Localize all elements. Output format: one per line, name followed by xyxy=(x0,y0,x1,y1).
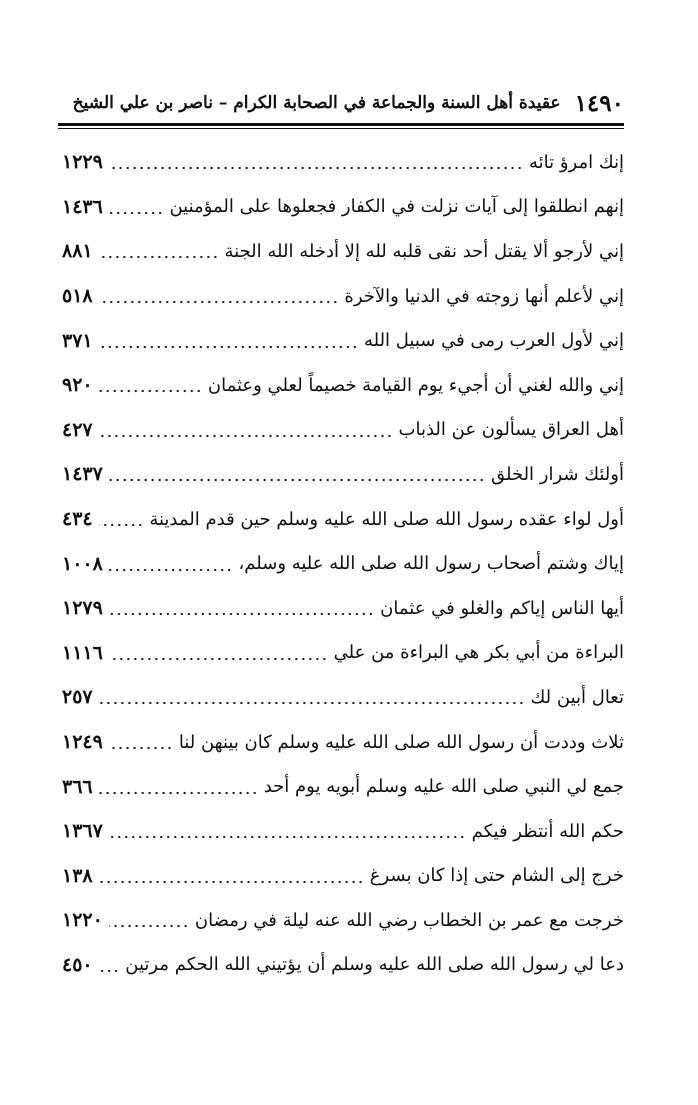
entry-page: ٩٢٠ xyxy=(62,374,93,397)
entry-text: حكم الله أنتظر فيكم xyxy=(471,820,624,842)
dot-leader xyxy=(99,300,339,304)
entry-text: أولئك شرار الخلق xyxy=(490,463,624,485)
index-entry xyxy=(62,809,624,854)
dot-leader xyxy=(109,568,233,572)
entry-text: أول لواء عقده رسول الله صلى الله عليه وسلم حين قدم المدينة xyxy=(149,508,624,530)
entry-text: خرجت مع عمر بن الخطاب رضي الله عنه ليلة في رمضان xyxy=(194,909,624,931)
entry-page: ١٣٨ xyxy=(62,864,93,887)
index-entry xyxy=(62,185,624,230)
dot-leader xyxy=(99,791,258,795)
entry-page: ٢٥٧ xyxy=(62,686,93,709)
book-title: عقيدة أهل السنة والجماعة في الصحابة الكرام – ناصر بن علي الشيخ xyxy=(72,93,561,113)
entry-text: أيها الناس إياكم والغلو في عثمان xyxy=(380,597,624,619)
page-number: ١٤٩٠ xyxy=(574,89,624,117)
index-list xyxy=(62,140,624,987)
dot-leader xyxy=(109,166,523,170)
entry-page: ٣٧١ xyxy=(62,329,93,352)
index-entry xyxy=(62,898,624,943)
header-rule-thin xyxy=(58,128,624,129)
entry-text: إياك وشتم أصحاب رسول الله صلى الله عليه وسلم، xyxy=(238,553,624,575)
index-entry xyxy=(62,720,624,765)
dot-leader xyxy=(109,612,374,616)
entry-page: ١٤٣٧ xyxy=(62,463,103,486)
entry-text: إنك امرؤ تائه xyxy=(528,151,624,173)
dot-leader xyxy=(109,211,164,215)
entry-page: ١٢٢٩ xyxy=(62,151,103,174)
dot-leader xyxy=(99,701,525,705)
entry-page: ٤٥٠ xyxy=(62,953,93,976)
entry-page: ١٢٢٠ xyxy=(62,909,103,932)
index-entry xyxy=(62,586,624,631)
index-entry xyxy=(62,363,624,408)
entry-text: تعال أبين لك xyxy=(530,686,624,708)
dot-leader xyxy=(109,924,189,928)
dot-leader xyxy=(109,746,173,750)
entry-page: ٤٣٤ xyxy=(62,508,93,531)
dot-leader xyxy=(99,434,393,438)
index-entry xyxy=(62,274,624,319)
entry-page: ٨٨١ xyxy=(62,240,93,263)
index-entry xyxy=(62,408,624,453)
entry-text: إني لأرجو ألا يقتل أحد نقى قلبه لله إلا أدخله الله الجنة xyxy=(224,240,624,262)
entry-page: ١٣٦٧ xyxy=(62,820,103,843)
entry-page: ١١١٦ xyxy=(62,641,103,664)
index-entry xyxy=(62,229,624,274)
entry-page: ١٢٤٩ xyxy=(62,731,103,754)
entry-text: إنهم انطلقوا إلى آيات نزلت في الكفار فجعلوها على المؤمنين xyxy=(169,196,624,218)
dot-leader xyxy=(99,389,202,393)
running-header xyxy=(58,88,624,118)
entry-text: خرج إلى الشام حتى إذا كان بسرغ xyxy=(369,865,624,887)
dot-leader xyxy=(99,969,120,973)
index-entry xyxy=(62,943,624,988)
entry-text: إني والله لغني أن أجيء يوم القيامة خصيماً لعلي وعثمان xyxy=(207,374,624,396)
entry-text: جمع لي النبي صلى الله عليه وسلم أبويه يوم أحد xyxy=(263,776,624,798)
index-entry xyxy=(62,318,624,363)
index-entry xyxy=(62,675,624,720)
entry-page: ١٤٣٦ xyxy=(62,195,103,218)
entry-text: دعا لي رسول الله صلى الله عليه وسلم أن يؤتيني الله الحكم مرتين xyxy=(125,954,624,976)
dot-leader xyxy=(109,478,485,482)
entry-text: إني لأعلم أنها زوجته في الدنيا والآخرة xyxy=(344,285,624,307)
entry-text: ثلاث وددت أن رسول الله صلى الله عليه وسلم كان بينهن لنا xyxy=(178,731,624,753)
entry-page: ١٠٠٨ xyxy=(62,552,103,575)
entry-text: أهل العراق يسألون عن الذباب xyxy=(398,419,624,441)
entry-page: ١٢٧٩ xyxy=(62,597,103,620)
entry-page: ٥١٨ xyxy=(62,285,93,308)
index-entry xyxy=(62,854,624,899)
index-entry xyxy=(62,764,624,809)
index-entry xyxy=(62,631,624,676)
index-entry xyxy=(62,140,624,185)
index-entry xyxy=(62,452,624,497)
dot-leader xyxy=(99,523,144,527)
dot-leader xyxy=(99,255,219,259)
dot-leader xyxy=(109,835,466,839)
header-rule-thick xyxy=(58,123,624,126)
entry-text: إني لأول العرب رمى في سبيل الله xyxy=(363,330,624,352)
entry-page: ٤٢٧ xyxy=(62,418,93,441)
dot-leader xyxy=(109,657,328,661)
entry-page: ٣٦٦ xyxy=(62,775,93,798)
dot-leader xyxy=(99,345,358,349)
index-entry xyxy=(62,541,624,586)
entry-text: البراءة من أبي بكر هي البراءة من علي xyxy=(333,642,624,664)
index-entry xyxy=(62,497,624,542)
dot-leader xyxy=(99,880,364,884)
